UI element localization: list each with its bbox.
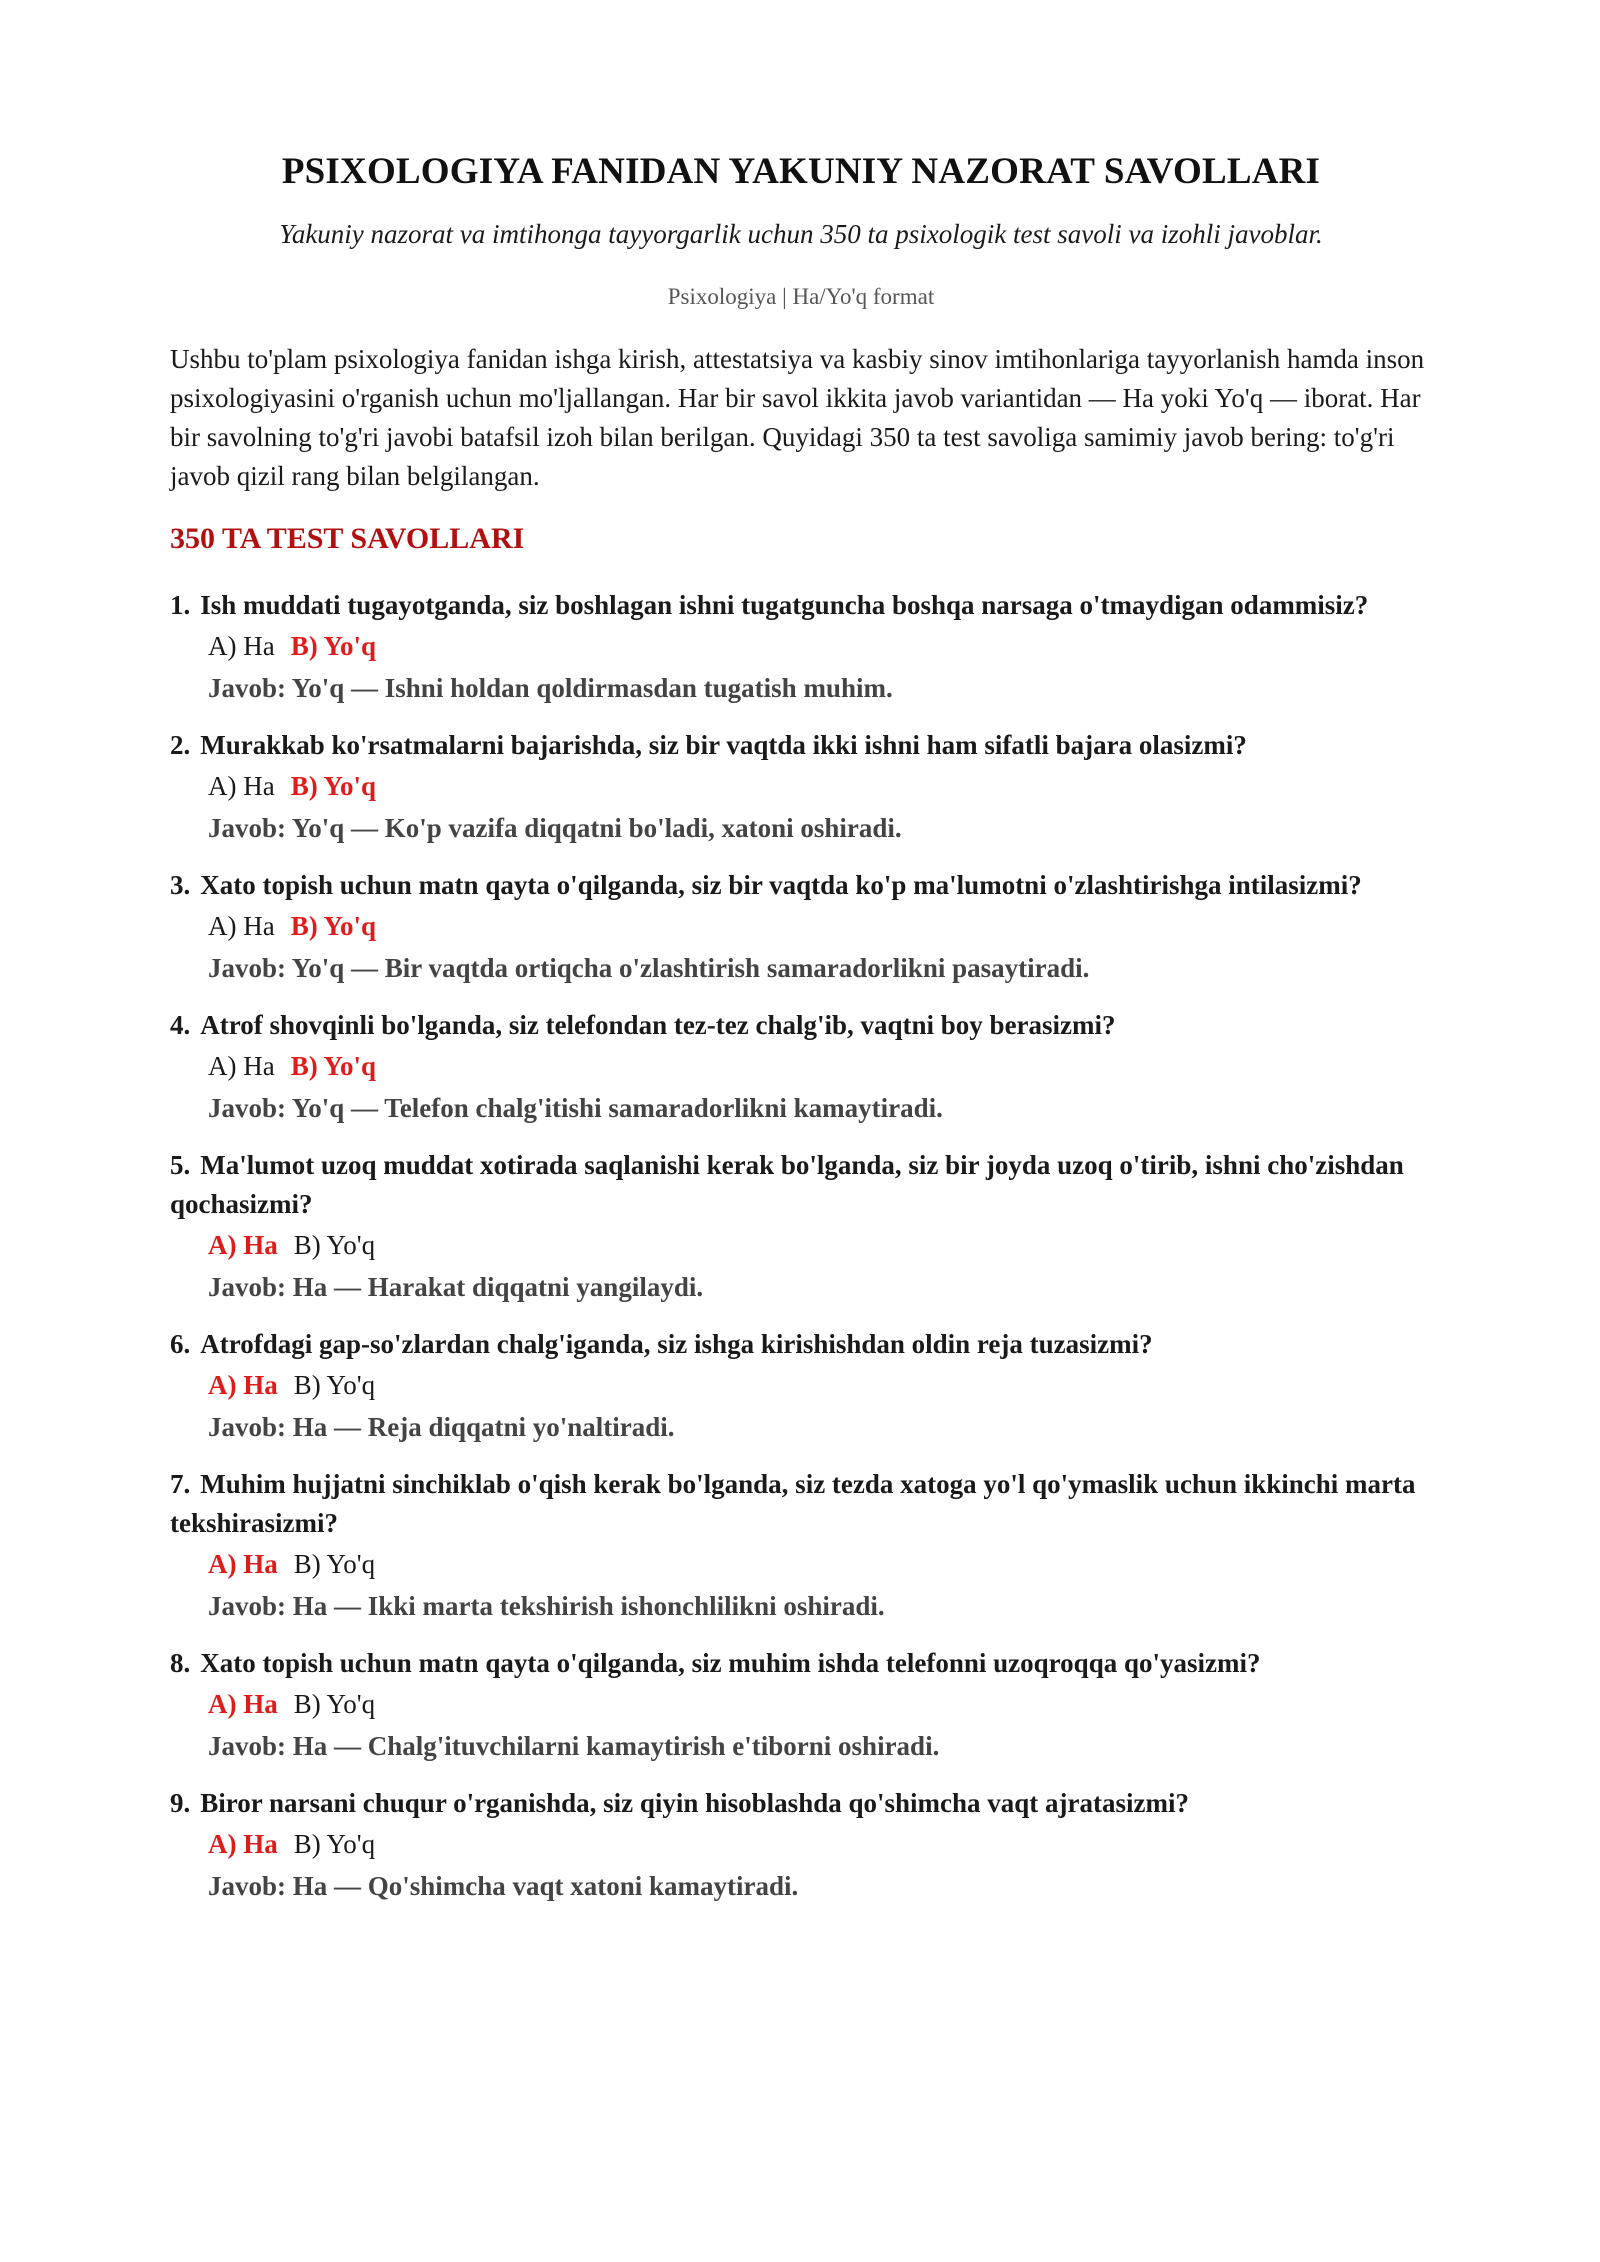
answer-explanation: Javob: Ha — Chalg'ituvchilarni kamaytirish e'tiborni oshiradi. xyxy=(208,1731,940,1761)
category-meta: Psixologiya | Ha/Yo'q format xyxy=(667,284,935,309)
answer-explanation: Javob: Yo'q — Ko'p vazifa diqqatni bo'ladi, xatoni oshiradi. xyxy=(208,813,902,843)
answer-explanation: Javob: Yo'q — Bir vaqtda ortiqcha o'zlashtirish samaradorlikni pasaytiradi. xyxy=(208,953,1090,983)
question-item xyxy=(170,1146,1432,1308)
question-text xyxy=(170,1146,1432,1224)
answer-options xyxy=(208,765,1432,807)
answer-explanation: Javob: Ha — Qo'shimcha vaqt xatoni kamaytiradi. xyxy=(208,1871,799,1901)
option-b: B) Yo'q xyxy=(293,1549,376,1579)
answer-explanation: Javob: Ha — Ikki marta tekshirish ishonchlilikni oshiradi. xyxy=(208,1591,885,1621)
question-text xyxy=(170,1006,1432,1045)
question-body: Muhim hujjatni sinchiklab o'qish kerak bo'lganda, siz tezda xatoga yo'l qo'ymaslik uchun ikkinchi marta tekshirasizmi? xyxy=(170,1469,1416,1538)
option-b: B) Yo'q xyxy=(290,1051,377,1081)
answer-options xyxy=(208,905,1432,947)
question-text xyxy=(170,1644,1432,1683)
question-text xyxy=(170,1465,1432,1543)
document-page xyxy=(170,150,1432,1924)
question-list xyxy=(170,586,1432,1907)
question-number: 9. xyxy=(170,1788,191,1818)
answer-explanation: Javob: Ha — Reja diqqatni yo'naltiradi. xyxy=(208,1412,675,1442)
option-b: B) Yo'q xyxy=(290,771,377,801)
option-b: B) Yo'q xyxy=(293,1829,376,1859)
question-body: Xato topish uchun matn qayta o'qilganda, siz bir vaqtda ko'p ma'lumotni o'zlashtirishga intilasizmi? xyxy=(200,870,1362,900)
question-text xyxy=(170,866,1432,905)
question-number: 8. xyxy=(170,1648,191,1678)
answer-options xyxy=(208,1683,1432,1725)
page-subtitle: Yakuniy nazorat va imtihonga tayyorgarlik uchun 350 ta psixologik test savoli va izohli javoblar. xyxy=(279,219,1323,249)
question-item xyxy=(170,726,1432,849)
option-b: B) Yo'q xyxy=(293,1230,376,1260)
question-body: Ish muddati tugayotganda, siz boshlagan ishni tugatguncha boshqa narsaga o'tmaydigan odammisiz? xyxy=(200,590,1369,620)
question-body: Murakkab ko'rsatmalarni bajarishda, siz bir vaqtda ikki ishni ham sifatli bajara olasizmi? xyxy=(200,730,1247,760)
option-b: B) Yo'q xyxy=(290,911,377,941)
option-a: A) Ha xyxy=(208,631,275,661)
option-a: A) Ha xyxy=(208,1689,278,1719)
question-item xyxy=(170,586,1432,709)
answer-explanation: Javob: Yo'q — Telefon chalg'itishi samaradorlikni kamaytiradi. xyxy=(208,1093,943,1123)
intro-paragraph: Ushbu to'plam psixologiya fanidan ishga kirish, attestatsiya va kasbiy sinov imtihonlariga tayyorlanish hamda inson psixologiyasini o'rganish uchun mo'ljallangan. Har bir savol ikkita javob variantidan — Ha yoki Yo'q — iborat. Har bir savolning to'g'ri javobi batafsil izoh bilan berilgan. Quyidagi 350 ta test savoliga samimiy javob bering: to'g'ri javob qizil rang bilan belgilangan. xyxy=(170,344,1425,491)
question-body: Biror narsani chuqur o'rganishda, siz qiyin hisoblashda qo'shimcha vaqt ajratasizmi? xyxy=(200,1788,1189,1818)
question-number: 7. xyxy=(170,1469,191,1499)
question-number: 4. xyxy=(170,1010,191,1040)
answer-options xyxy=(208,1224,1432,1266)
question-body: Ma'lumot uzoq muddat xotirada saqlanishi kerak bo'lganda, siz bir joyda uzoq o'tirib, ishni cho'zishdan qochasizmi? xyxy=(170,1150,1404,1219)
question-text xyxy=(170,1325,1432,1364)
question-body: Atrof shovqinli bo'lganda, siz telefondan tez-tez chalg'ib, vaqtni boy berasizmi? xyxy=(200,1010,1116,1040)
option-a: A) Ha xyxy=(208,1370,278,1400)
question-item xyxy=(170,1644,1432,1767)
option-a: A) Ha xyxy=(208,1051,275,1081)
option-a: A) Ha xyxy=(208,911,275,941)
question-text xyxy=(170,586,1432,625)
question-number: 1. xyxy=(170,590,191,620)
question-number: 2. xyxy=(170,730,191,760)
option-a: A) Ha xyxy=(208,1230,278,1260)
answer-options xyxy=(208,625,1432,667)
question-text xyxy=(170,726,1432,765)
question-number: 6. xyxy=(170,1329,191,1359)
question-item xyxy=(170,1006,1432,1129)
option-b: B) Yo'q xyxy=(293,1689,376,1719)
question-item xyxy=(170,866,1432,989)
answer-options xyxy=(208,1543,1432,1585)
question-body: Xato topish uchun matn qayta o'qilganda, siz muhim ishda telefonni uzoqroqqa qo'yasizmi? xyxy=(200,1648,1261,1678)
answer-options xyxy=(208,1045,1432,1087)
option-b: B) Yo'q xyxy=(290,631,377,661)
question-number: 5. xyxy=(170,1150,191,1180)
option-a: A) Ha xyxy=(208,1829,278,1859)
question-item xyxy=(170,1784,1432,1907)
question-text xyxy=(170,1784,1432,1823)
answer-options xyxy=(208,1364,1432,1406)
question-item xyxy=(170,1465,1432,1627)
question-body: Atrofdagi gap-so'zlardan chalg'iganda, siz ishga kirishishdan oldin reja tuzasizmi? xyxy=(200,1329,1153,1359)
answer-explanation: Javob: Yo'q — Ishni holdan qoldirmasdan tugatish muhim. xyxy=(208,673,893,703)
question-number: 3. xyxy=(170,870,191,900)
page-title: PSIXOLOGIYA FANIDAN YAKUNIY NAZORAT SAVOLLARI xyxy=(281,151,1321,192)
option-b: B) Yo'q xyxy=(293,1370,376,1400)
section-title: 350 TA TEST SAVOLLARI xyxy=(170,522,525,555)
option-a: A) Ha xyxy=(208,1549,278,1579)
answer-explanation: Javob: Ha — Harakat diqqatni yangilaydi. xyxy=(208,1272,704,1302)
option-a: A) Ha xyxy=(208,771,275,801)
question-item xyxy=(170,1325,1432,1448)
answer-options xyxy=(208,1823,1432,1865)
